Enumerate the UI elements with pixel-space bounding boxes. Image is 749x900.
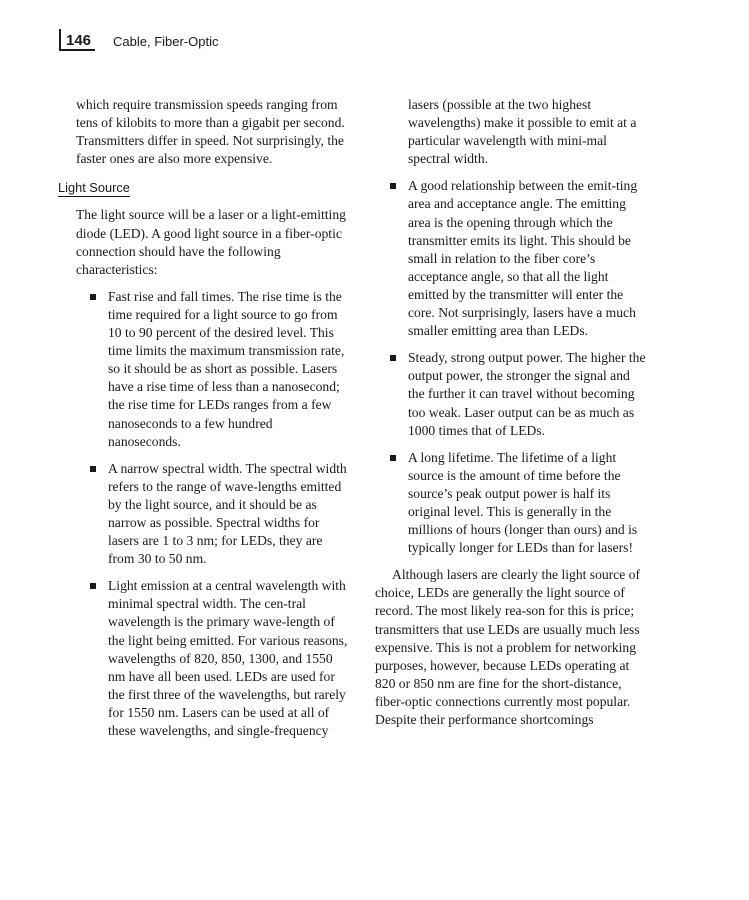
continuation-paragraph: lasers (possible at the two highest wavelengths) make it possible to emit at a particular wavelength with mini-mal spectral width. [408,97,637,167]
bullet-text: A narrow spectral width. The spectral width refers to the range of wave-lengths emitted by the light source, and it should be as narrow as possible. Spectral widths for lasers are 1 to 3 nm; for LEDs, they are from 30 to 50 nm. [108,460,347,567]
bullet-text: Light emission at a central wavelength with minimal spectral width. The cen-tral wavelength is the primary wave-length of the light being emitted. For various reasons, wavelengths of 820, 850, 1300, and 1550 nm have all been used. LEDs are used for the first three of the wavelengths, but rarely for 1550 nm. Lasers can be used at all of these wavelengths, and single-frequency [108,578,348,738]
closing-paragraph: Although lasers are clearly the light source of choice, LEDs are generally the light source of record. The most likely rea-son for this is price; transmitters that use LEDs are usually much less expensive. This is not a problem for networking purposes, however, because LEDs operating at 820 or 850 nm are fine for the short-distance, fiber-optic connections currently most popular. Despite their performance shortcomings [375,567,640,727]
bullet-item [375,349,647,439]
square-bullet-icon [90,583,96,589]
section-heading-light-source: Light Source [58,180,130,196]
bullet-item [375,449,647,558]
square-bullet-icon [390,355,396,361]
bullet-item [58,577,348,740]
bullet-text: Steady, strong output power. The higher the output power, the stronger the signal and the further it can travel without becoming too weak. Laser output can be as much as 1000 times that of LEDs. [408,350,646,438]
square-bullet-icon [90,466,96,472]
square-bullet-icon [390,455,396,461]
left-bullet-list [58,288,348,740]
bullet-text: A good relationship between the emit-ting area and acceptance angle. The emitting area is the opening through which the transmitter emits its light. This should be small in relation to the fiber core’s acceptance angle, so that all the light emitted by the transmitter will enter the core. Not surprisingly, lasers have a much smaller emitting area than LEDs. [408,178,638,339]
header-rule-horizontal [59,49,95,51]
right-bullet-list [375,177,647,557]
bullet-text: A long lifetime. The lifetime of a light source is the amount of time before the source’s peak output power is half its original level. This is generally in the millions of hours (longer than ours) and is typically longer for LEDs than for lasers! [408,449,638,556]
left-column [58,96,348,749]
square-bullet-icon [390,183,396,189]
square-bullet-icon [90,294,96,300]
section-paragraph: The light source will be a laser or a light-emitting diode (LED). A good light source in a fiber-optic connection should have the following characteristics: [76,207,346,277]
bullet-text: Fast rise and fall times. The rise time is the time required for a light source to go from 10 to 90 percent of the desired level. This time limits the maximum transmission rate, so it should be as short as possible. Lasers have a rise time of less than a nanosecond; the rise time for LEDs ranges from a few nanoseconds to a few hundred nanoseconds. [108,288,345,449]
right-column [375,96,647,729]
bullet-item [375,177,647,340]
running-title: Cable, Fiber-Optic [113,34,219,49]
bullet-item [58,288,348,451]
intro-paragraph: which require transmission speeds ranging from tens of kilobits to more than a gigabit per second. Transmitters differ in speed. Not surprisingly, the faster ones are also more expensive. [76,97,345,167]
bullet-item [58,460,348,569]
page-number: 146 [66,32,92,49]
header-rule-vertical [59,29,61,51]
